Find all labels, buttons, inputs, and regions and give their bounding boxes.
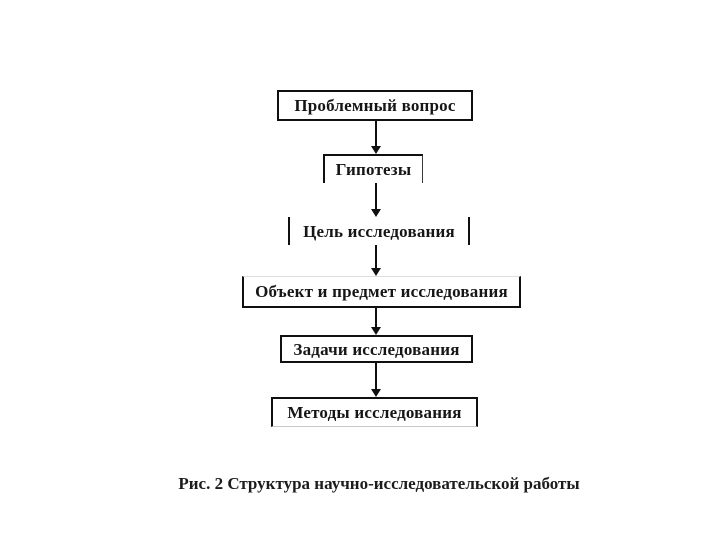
arrow-shaft xyxy=(375,121,377,146)
flow-node-label: Проблемный вопрос xyxy=(294,96,456,115)
arrow-shaft xyxy=(375,363,377,389)
flow-node-label: Задачи исследования xyxy=(293,339,460,359)
flow-arrow-down-2 xyxy=(370,183,382,217)
flow-arrow-down-3 xyxy=(370,245,382,276)
flow-arrow-down-4 xyxy=(370,308,382,335)
figure-caption: Рис. 2 Структура научно-исследовательской работы xyxy=(178,474,580,493)
flow-node-research-methods xyxy=(271,397,478,427)
flow-node-label: Цель исследования xyxy=(303,221,455,241)
flow-node-research-tasks xyxy=(280,335,473,363)
arrowhead-down-icon xyxy=(371,209,381,217)
flow-arrow-down-1 xyxy=(370,121,382,154)
flow-node-label: Методы исследования xyxy=(287,403,462,422)
arrowhead-down-icon xyxy=(371,268,381,276)
flow-arrow-down-5 xyxy=(370,363,382,397)
flow-node-research-goal xyxy=(288,217,470,245)
arrowhead-down-icon xyxy=(371,389,381,397)
arrow-shaft xyxy=(375,245,377,268)
arrowhead-down-icon xyxy=(371,327,381,335)
arrowhead-down-icon xyxy=(371,146,381,154)
arrow-shaft xyxy=(375,308,377,327)
flow-node-object-and-subject xyxy=(242,276,521,308)
flow-node-hypotheses xyxy=(323,154,423,183)
flow-node-problem-question xyxy=(277,90,473,121)
flow-node-label: Гипотезы xyxy=(335,160,412,179)
arrow-shaft xyxy=(375,183,377,209)
flow-node-label: Объект и предмет исследования xyxy=(255,282,508,301)
